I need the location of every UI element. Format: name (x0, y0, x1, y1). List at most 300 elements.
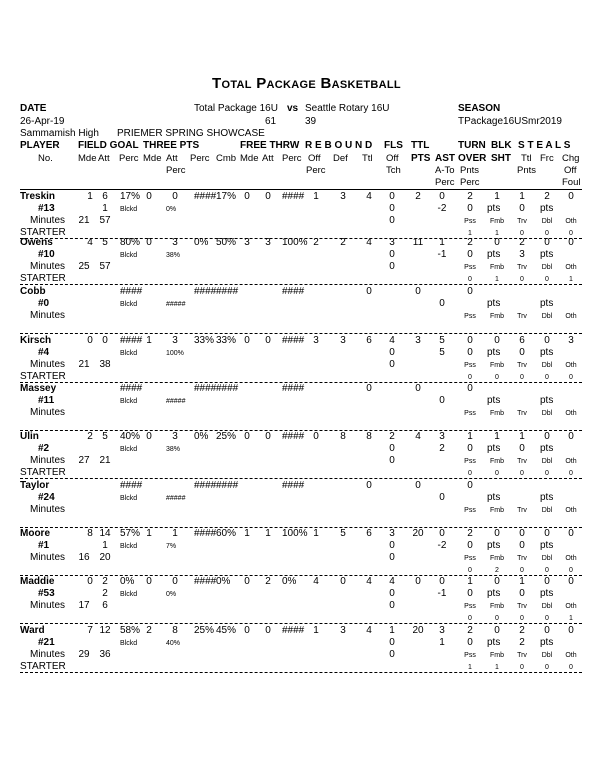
stat-dreb: 3 (340, 625, 346, 636)
turnover-type-label: Fmb (490, 507, 504, 514)
pts-label: pts (540, 637, 554, 648)
stat-oreb: 4 (313, 576, 319, 587)
header-3p-perc: Perc (190, 153, 210, 164)
stat-3p-att-perc: ##### (166, 398, 186, 405)
header-steals-total: Ttl (521, 153, 532, 164)
pts-label: pts (540, 249, 554, 260)
turnover-type-value: 0 (495, 374, 499, 381)
stat-cmb: 25% (216, 431, 237, 442)
stat-stl: 0 (519, 528, 525, 539)
stat-tpm: 0 (146, 576, 152, 587)
player-number: #1 (38, 540, 50, 551)
turnover-type-value: 0 (495, 470, 499, 477)
turnover-type-value: 2 (495, 567, 499, 574)
stat-stl-pts: 3 (519, 249, 525, 260)
stat-ast: 1 (439, 237, 445, 248)
header-fg-perc: Perc (119, 153, 139, 164)
stat-to-pts: 0 (467, 637, 473, 648)
stat-fouls-off: 0 (389, 637, 395, 648)
blocked-label: Blckd (120, 398, 138, 405)
stat-to-pts: 0 (467, 443, 473, 454)
stat-to: 0 (467, 383, 473, 394)
blocked-label: Blckd (120, 252, 138, 259)
header-off: Off (564, 165, 577, 176)
stat-treb: 4 (366, 576, 372, 587)
header-field-goal: FIELD GOAL (78, 140, 139, 151)
pts-label: pts (540, 492, 554, 503)
stat-fta: 0 (265, 335, 271, 346)
stat-dreb: 3 (340, 191, 346, 202)
stat-blk: 0 (494, 528, 500, 539)
row-divider (20, 672, 582, 673)
stat-chg: 0 (568, 237, 574, 248)
turnover-type-value: 0 (569, 664, 573, 671)
blocked-label: Blckd (120, 495, 138, 502)
turnover-type-value: 0 (468, 615, 472, 622)
stat-pts: 0 (415, 286, 421, 297)
turnover-type-value: 0 (569, 374, 573, 381)
stat-tpa: 8 (172, 625, 178, 636)
stat-frc: 2 (544, 191, 550, 202)
stat-ftm: 0 (244, 431, 250, 442)
stat-cmb: #### (216, 480, 239, 491)
header-total: TTL (411, 140, 430, 151)
stat-fga: 12 (99, 625, 111, 636)
stat-frc: 0 (544, 431, 550, 442)
header-fg-made: Mde (78, 153, 97, 164)
turnover-type-label: Pss (464, 458, 476, 465)
stat-blk: 0 (494, 625, 500, 636)
stat-fls: 1 (389, 625, 395, 636)
player-name: Kirsch (20, 335, 52, 346)
stat-fta: 0 (265, 191, 271, 202)
stat-fgm: 2 (87, 431, 93, 442)
turnover-type-value: 0 (520, 230, 524, 237)
turnover-type-value: 0 (545, 615, 549, 622)
blocked-label: Blckd (120, 206, 138, 213)
stat-to: 2 (467, 191, 473, 202)
header-points: PTS (411, 153, 431, 164)
header-block-shot: SHT (491, 153, 511, 164)
stat-to: 1 (467, 431, 473, 442)
turnover-type-label: Trv (517, 652, 527, 659)
stat-tpp: #### (194, 383, 217, 394)
stat-tpa: 3 (172, 431, 178, 442)
stat-fgm: 8 (87, 528, 93, 539)
turnover-type-value: 0 (520, 615, 524, 622)
header-reb-total: Ttl (362, 153, 373, 164)
stat-ast-to: 1 (439, 637, 445, 648)
date-label: DATE (20, 103, 47, 114)
player-number: #0 (38, 298, 50, 309)
stat-tpa: 0 (172, 191, 178, 202)
stat-treb: 4 (366, 625, 372, 636)
stat-3p-att-perc: 0% (166, 591, 177, 598)
stat-to: 2 (467, 625, 473, 636)
turnover-type-label: Fmb (490, 218, 504, 225)
pts-label: pts (487, 395, 501, 406)
minutes-label: Minutes (30, 504, 66, 515)
turnover-type-value: 0 (569, 567, 573, 574)
event-name: PRIEMER SPRING SHOWCASE (117, 128, 265, 139)
stat-tpa: 3 (172, 335, 178, 346)
turnover-type-label: Trv (517, 362, 527, 369)
stat-oreb: 3 (313, 335, 319, 346)
player-name: Massey (20, 383, 57, 394)
stat-to: 2 (467, 237, 473, 248)
stat-ast-to: -1 (437, 249, 447, 260)
season-value: TPackage16USmr2019 (458, 116, 562, 127)
player-number: #13 (38, 203, 55, 214)
minutes-label: Minutes (30, 359, 66, 370)
stat-frc: 0 (544, 528, 550, 539)
stat-ftp: 100% (282, 237, 308, 248)
stat-fga: 5 (102, 431, 108, 442)
starter-label: STARTER (20, 273, 66, 284)
stat-frc: 0 (544, 625, 550, 636)
turnover-type-label: Fmb (490, 458, 504, 465)
turnover-type-value: 0 (545, 276, 549, 283)
away-team: Seattle Rotary 16U (305, 103, 390, 114)
minutes-2: 57 (99, 261, 111, 272)
game-date: 26-Apr-19 (20, 116, 65, 127)
stat-3p-att-perc: 40% (166, 640, 181, 647)
stat-stl: 2 (519, 237, 525, 248)
stat-cmb: 17% (216, 191, 237, 202)
stat-to: 2 (467, 528, 473, 539)
header-ft-made: Mde (240, 153, 259, 164)
pts-label: pts (540, 203, 554, 214)
stat-fouls-off: 0 (389, 588, 395, 599)
stat-pts: 0 (415, 480, 421, 491)
stat-fouls-tch: 0 (389, 215, 395, 226)
stat-ast-to: 5 (439, 347, 445, 358)
stat-att2: 1 (102, 203, 108, 214)
player-name: Maddie (20, 576, 55, 587)
turnover-type-label: Trv (517, 555, 527, 562)
header-fg-att: Att (98, 153, 110, 164)
player-name: Taylor (20, 480, 50, 491)
blocked-label: Blckd (120, 543, 138, 550)
minutes-1: 17 (78, 600, 90, 611)
pts-label: pts (540, 540, 554, 551)
stat-ast: 0 (439, 528, 445, 539)
stat-to-pts: 0 (467, 347, 473, 358)
stat-cmb: 60% (216, 528, 237, 539)
turnover-type-label: Dbl (541, 555, 553, 562)
stat-tpp: #### (194, 576, 217, 587)
stat-fouls-off: 0 (389, 203, 395, 214)
stat-treb: 4 (366, 237, 372, 248)
stat-oreb: 1 (313, 191, 319, 202)
turnover-type-value: 0 (569, 230, 573, 237)
stat-fgp: 0% (120, 576, 135, 587)
turnover-type-value: 1 (495, 276, 499, 283)
stat-tpm: 0 (146, 237, 152, 248)
turnover-type-label: Trv (517, 507, 527, 514)
pts-label: pts (487, 492, 501, 503)
minutes-1: 25 (78, 261, 90, 272)
stat-tpp: #### (194, 286, 217, 297)
minutes-2: 38 (99, 359, 111, 370)
header-3p-att-perc: Perc (166, 165, 186, 176)
minutes-2: 6 (102, 600, 108, 611)
stat-tpa: 3 (172, 237, 178, 248)
stat-fgp: 17% (120, 191, 141, 202)
row-divider (20, 284, 582, 285)
stat-stl-pts: 0 (519, 443, 525, 454)
stat-fgp: #### (120, 286, 143, 297)
row-divider (20, 478, 582, 479)
stat-cmb: #### (216, 383, 239, 394)
turnover-type-value: 0 (520, 664, 524, 671)
stat-att2: 1 (102, 540, 108, 551)
stat-to: 0 (467, 335, 473, 346)
header-ft-att: Att (262, 153, 274, 164)
stat-tpp: 0% (194, 237, 209, 248)
turnover-type-value: 1 (495, 230, 499, 237)
stat-fgm: 1 (87, 191, 93, 202)
stat-chg: 0 (568, 191, 574, 202)
turnover-type-value: 0 (495, 615, 499, 622)
stat-frc: 0 (544, 237, 550, 248)
turnover-type-label: Trv (517, 458, 527, 465)
blocked-label: Blckd (120, 350, 138, 357)
stat-ftp: #### (282, 480, 305, 491)
stat-stl-pts: 2 (519, 637, 525, 648)
stat-blk: 0 (494, 576, 500, 587)
stat-3p-att-perc: 100% (166, 350, 184, 357)
starter-label: STARTER (20, 371, 66, 382)
header-assists: AST (435, 153, 455, 164)
turnover-type-label: Dbl (541, 458, 553, 465)
minutes-label: Minutes (30, 261, 66, 272)
stat-fta: 2 (265, 576, 271, 587)
turnover-type-label: Fmb (490, 555, 504, 562)
turnover-type-value: 1 (495, 664, 499, 671)
stat-ftp: #### (282, 383, 305, 394)
stat-dreb: 0 (340, 576, 346, 587)
turnover-type-value: 0 (520, 276, 524, 283)
stat-treb: 0 (366, 286, 372, 297)
minutes-1: 21 (78, 359, 90, 370)
stat-tpp: #### (194, 191, 217, 202)
minutes-label: Minutes (30, 310, 66, 321)
stat-fga: 0 (102, 335, 108, 346)
turnover-type-value: 1 (569, 615, 573, 622)
stat-tpm: 0 (146, 191, 152, 202)
header-ast-to: A-To (435, 165, 455, 176)
turnover-type-label: Pss (464, 603, 476, 610)
turnover-type-value: 0 (468, 276, 472, 283)
starter-label: STARTER (20, 467, 66, 478)
season-label: SEASON (458, 103, 501, 114)
stat-ftp: #### (282, 286, 305, 297)
stat-blk: 0 (494, 335, 500, 346)
player-number: #4 (38, 347, 50, 358)
stat-ast-to: -2 (437, 540, 447, 551)
turnover-type-label: Pss (464, 362, 476, 369)
header-three-pts: THREE PTS (143, 140, 200, 151)
stat-to: 0 (467, 286, 473, 297)
stat-fga: 5 (102, 237, 108, 248)
stat-3p-att-perc: ##### (166, 495, 186, 502)
header-combined: Cmb (216, 153, 237, 164)
stat-pts: 20 (412, 625, 424, 636)
stat-stl: 1 (519, 191, 525, 202)
stat-frc: 0 (544, 335, 550, 346)
stat-fgm: 0 (87, 576, 93, 587)
stat-tpm: 1 (146, 335, 152, 346)
stat-fgm: 4 (87, 237, 93, 248)
minutes-label: Minutes (30, 600, 66, 611)
turnover-type-label: Fmb (490, 264, 504, 271)
stat-to: 0 (467, 480, 473, 491)
minutes-1: 16 (78, 552, 90, 563)
minutes-1: 27 (78, 455, 90, 466)
stat-stl: 1 (519, 431, 525, 442)
minutes-2: 20 (99, 552, 111, 563)
stat-to: 1 (467, 576, 473, 587)
stat-ast: 3 (439, 431, 445, 442)
stat-fgm: 0 (87, 335, 93, 346)
pts-label: pts (540, 395, 554, 406)
stat-stl-pts: 0 (519, 540, 525, 551)
stat-to-pts: 0 (467, 588, 473, 599)
stat-ast-to: -2 (437, 203, 447, 214)
turnover-type-label: Dbl (541, 603, 553, 610)
stat-fls: 4 (389, 576, 395, 587)
stat-blk: 1 (494, 431, 500, 442)
turnover-type-label: Trv (517, 264, 527, 271)
player-number: #2 (38, 443, 50, 454)
turnover-type-label: Oth (565, 218, 577, 225)
stat-stl-pts: 0 (519, 203, 525, 214)
turnover-type-label: Pss (464, 410, 476, 417)
pts-label: pts (487, 249, 501, 260)
stat-fta: 0 (265, 431, 271, 442)
stat-chg: 3 (568, 335, 574, 346)
turnover-type-label: Oth (565, 410, 577, 417)
minutes-1: 29 (78, 649, 90, 660)
stat-to-pts: 0 (467, 540, 473, 551)
turnover-type-label: Dbl (541, 507, 553, 514)
stat-ftm: 0 (244, 576, 250, 587)
stat-tpa: 0 (172, 576, 178, 587)
stat-fgp: 80% (120, 237, 141, 248)
player-name: Treskin (20, 191, 56, 202)
turnover-type-label: Oth (565, 264, 577, 271)
stat-tpm: 2 (146, 625, 152, 636)
stat-ftm: 3 (244, 237, 250, 248)
stat-cmb: #### (216, 286, 239, 297)
stat-fouls-off: 0 (389, 347, 395, 358)
turnover-type-label: Oth (565, 362, 577, 369)
minutes-1: 21 (78, 215, 90, 226)
stat-ast-to: -1 (437, 588, 447, 599)
stat-tpp: #### (194, 480, 217, 491)
stat-dreb: 2 (340, 237, 346, 248)
starter-label: STARTER (20, 661, 66, 672)
pts-label: pts (487, 298, 501, 309)
player-name: Cobb (20, 286, 46, 297)
minutes-2: 57 (99, 215, 111, 226)
player-name: Owens (20, 237, 53, 248)
stat-ast-to: 0 (439, 395, 445, 406)
stat-pts: 0 (415, 383, 421, 394)
header-stl-pnts: Pnts (517, 165, 537, 176)
minutes-label: Minutes (30, 455, 66, 466)
stat-fga: 6 (102, 191, 108, 202)
pts-label: pts (487, 203, 501, 214)
turnover-type-label: Dbl (541, 362, 553, 369)
stat-fls: 3 (389, 528, 395, 539)
stat-fgm: 7 (87, 625, 93, 636)
turnover-type-value: 0 (520, 374, 524, 381)
stat-ftp: #### (282, 191, 305, 202)
stat-tpa: 1 (172, 528, 178, 539)
minutes-2: 21 (99, 455, 111, 466)
stat-fouls-off: 0 (389, 540, 395, 551)
stat-blk: 1 (494, 191, 500, 202)
turnover-type-value: 0 (545, 664, 549, 671)
turnover-type-value: 0 (468, 374, 472, 381)
player-number: #11 (38, 395, 55, 406)
vs-label: vs (287, 103, 299, 114)
minutes-label: Minutes (30, 649, 66, 660)
stat-fls: 4 (389, 335, 395, 346)
starter-label: STARTER (20, 227, 66, 238)
stat-pts: 2 (415, 191, 421, 202)
turnover-type-value: 0 (468, 470, 472, 477)
turnover-type-value: 1 (468, 664, 472, 671)
header-reb-def: Def (333, 153, 348, 164)
stat-stl: 2 (519, 625, 525, 636)
turnover-type-value: 0 (545, 567, 549, 574)
stat-ftm: 0 (244, 191, 250, 202)
pts-label: pts (540, 588, 554, 599)
turnover-type-label: Fmb (490, 603, 504, 610)
stat-chg: 0 (568, 431, 574, 442)
stat-ftm: 1 (244, 528, 250, 539)
header-rebound: R E B O U N D (305, 140, 373, 151)
stat-ast: 0 (439, 576, 445, 587)
header-turnover-over: OVER (458, 153, 487, 164)
stat-oreb: 1 (313, 528, 319, 539)
stat-fls: 2 (389, 431, 395, 442)
pts-label: pts (540, 347, 554, 358)
stat-fouls-tch: 0 (389, 649, 395, 660)
turnover-type-label: Oth (565, 555, 577, 562)
stat-3p-att-perc: 38% (166, 446, 181, 453)
header-3p-made: Mde (143, 153, 162, 164)
pts-label: pts (540, 298, 554, 309)
turnover-type-label: Dbl (541, 652, 553, 659)
stat-3p-att-perc: 0% (166, 206, 177, 213)
header-reb-perc: Perc (306, 165, 326, 176)
stat-stl: 1 (519, 576, 525, 587)
stat-fta: 3 (265, 237, 271, 248)
stat-fgp: #### (120, 335, 143, 346)
stat-3p-att-perc: ##### (166, 301, 186, 308)
stat-ast: 0 (439, 191, 445, 202)
stat-treb: 6 (366, 335, 372, 346)
stat-tpm: 0 (146, 431, 152, 442)
turnover-type-label: Trv (517, 410, 527, 417)
stat-stl-pts: 0 (519, 347, 525, 358)
stat-fouls-off: 0 (389, 443, 395, 454)
stat-cmb: 33% (216, 335, 237, 346)
